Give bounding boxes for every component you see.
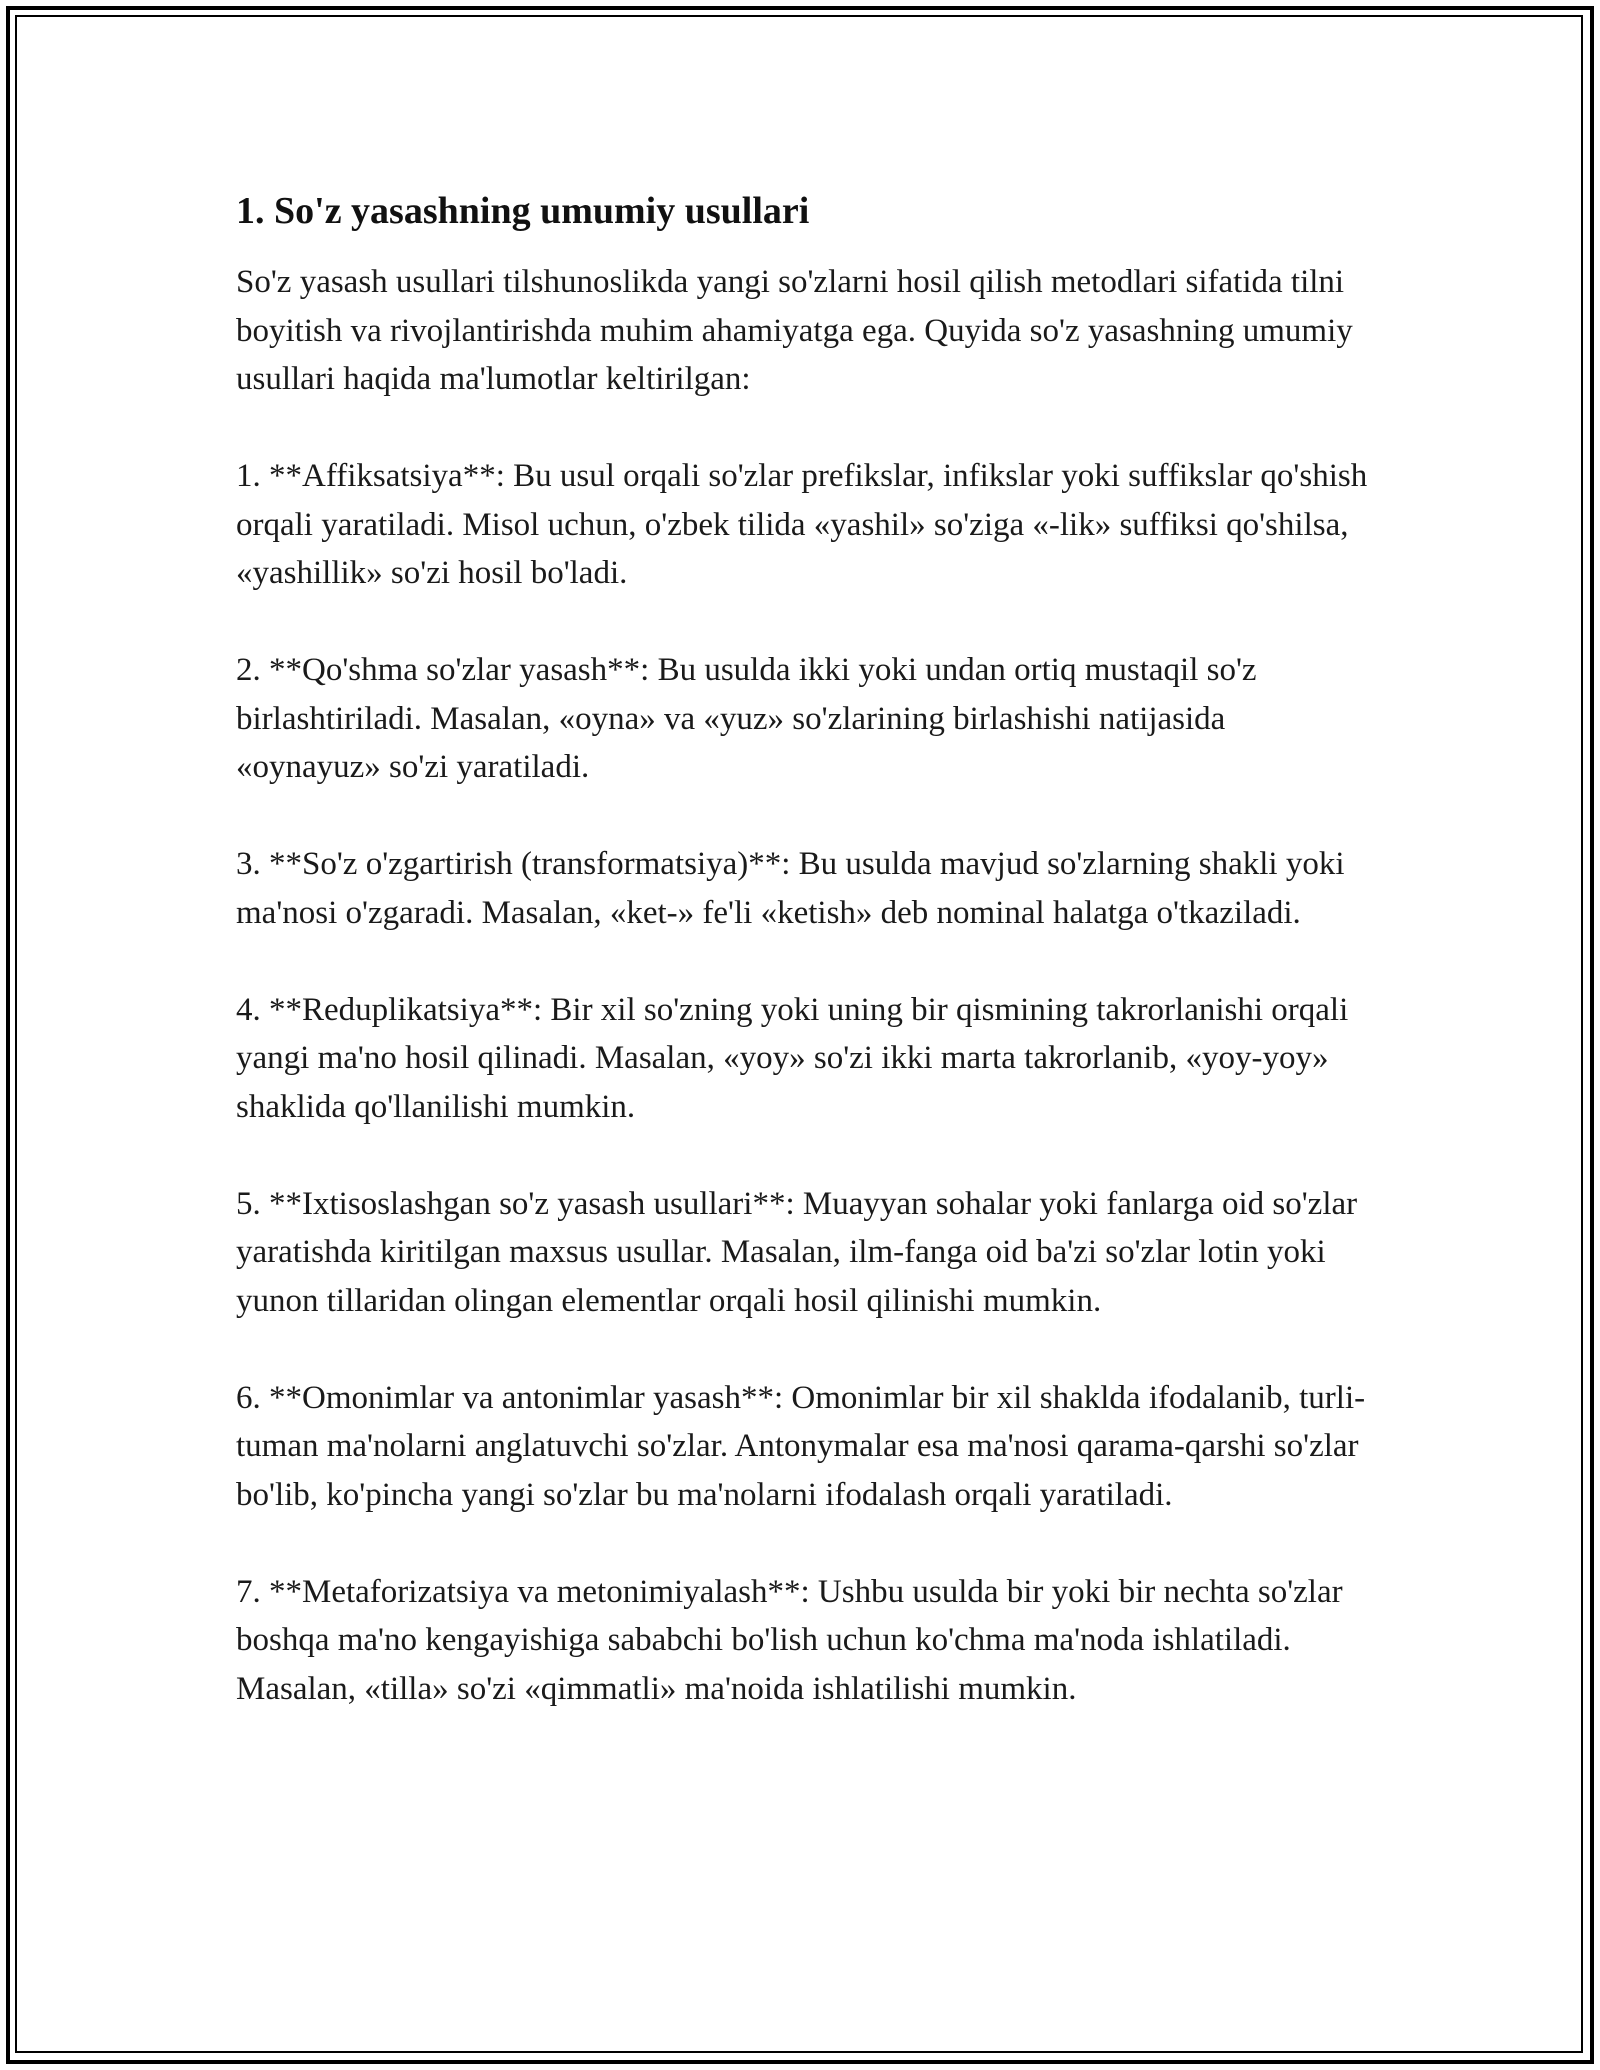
list-item-omonimlar: 6. **Omonimlar va antonimlar yasash**: Omonimlar bir xil shaklda ifodalanib, turli-tuman ma'nolarni anglatuvchi so'zlar. Antonymalar esa ma'nosi qarama-qarshi so'zlar bo'lib, ko'pincha yangi so'zlar bu ma'nolarni ifodalash orqali yaratiladi. bbox=[236, 1379, 1366, 1513]
list-item-affiksatsiya: 1. **Affiksatsiya**: Bu usul orqali so'zlar prefikslar, infikslar yoki suffikslar qo'shish orqali yaratiladi. Misol uchun, o'zbek tilida «yashil» so'ziga «-lik» suffiksi qo'shilsa, «yashillik» so'zi hosil bo'ladi. bbox=[236, 458, 1368, 591]
document-title: 1. So'z yasashning umumiy usullari bbox=[236, 190, 810, 232]
intro-paragraph: So'z yasash usullari tilshunoslikda yangi so'zlarni hosil qilish metodlari sifatida tilni boyitish va rivojlantirishda muhim ahamiyatga ega. Quyida so'z yasashning umumiy usullari haqida ma'lumotlar keltirilgan: bbox=[236, 264, 1353, 397]
list-item-ixtisoslashgan: 5. **Ixtisoslashgan so'z yasash usullari**: Muayyan sohalar yoki fanlarga oid so'zlar yaratishda kiritilgan maxsus usullar. Masalan, ilm-fanga oid ba'zi so'zlar lotin yoki yunon tillaridan olingan elementlar orqali hosil qilinishi mumkin. bbox=[236, 1185, 1358, 1319]
document-body bbox=[236, 186, 1376, 1762]
list-item-qoshma-sozlar: 2. **Qo'shma so'zlar yasash**: Bu usulda ikki yoki undan ortiq mustaqil so'z birlashtiriladi. Masalan, «oyna» va «yuz» so'zlarining birlashishi natijasida «oynayuz» so'zi yaratiladi. bbox=[236, 652, 1257, 785]
list-item-reduplikatsiya: 4. **Reduplikatsiya**: Bir xil so'zning yoki uning bir qismining takrorlanishi orqali yangi ma'no hosil qilinadi. Masalan, «yoy» so'zi ikki marta takrorlanib, «yoy-yoy» shaklida qo'llanilishi mumkin. bbox=[236, 991, 1349, 1125]
list-item-transformatsiya: 3. **So'z o'zgartirish (transformatsiya)**: Bu usulda mavjud so'zlarning shakli yoki ma'nosi o'zgaradi. Masalan, «ket-» fe'li «ketish» deb nominal halatga o'tkaziladi. bbox=[236, 846, 1345, 931]
list-item-metaforizatsiya: 7. **Metaforizatsiya va metonimiyalash**: Ushbu usulda bir yoki bir nechta so'zlar boshqa ma'no kengayishiga sababchi bo'lish uchun ko'chma ma'noda ishlatiladi. Masalan, «tilla» so'zi «qimmatli» ma'noida ishlatilishi mumkin. bbox=[236, 1573, 1343, 1707]
